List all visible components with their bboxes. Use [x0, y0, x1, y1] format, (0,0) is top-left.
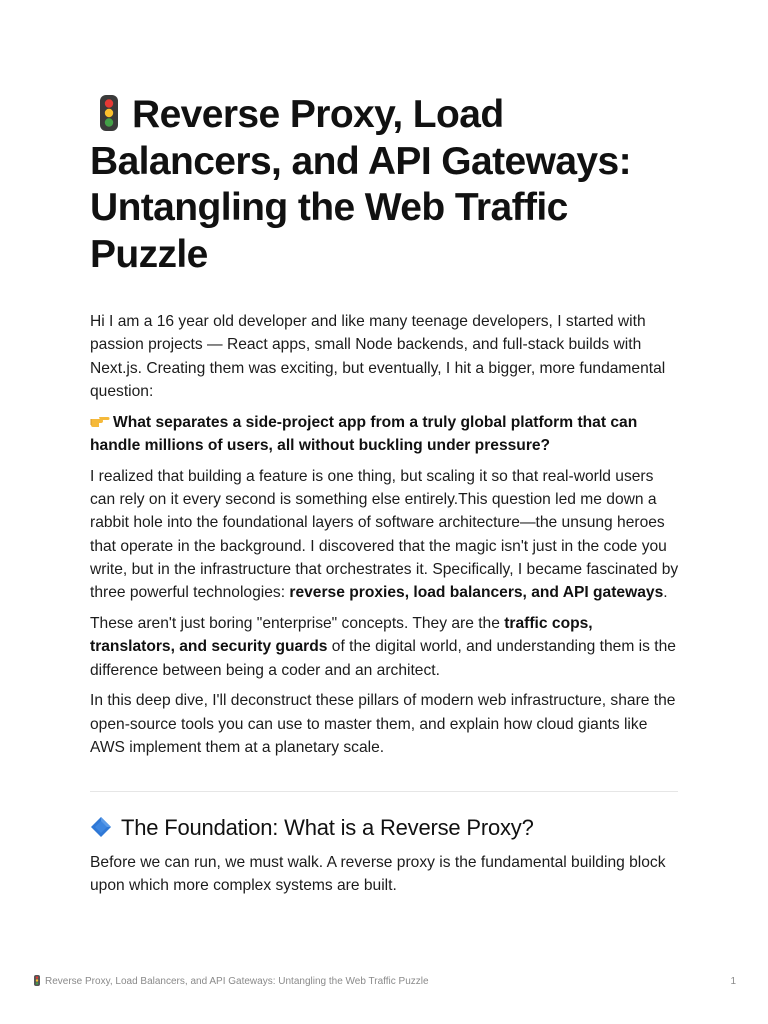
section-paragraph: Before we can run, we must walk. A reverse proxy is the fundamental building block upon which more complex systems are built.: [90, 854, 666, 895]
paragraph-4: In this deep dive, I'll deconstruct these pillars of modern web infrastructure, share the open-source tools you can use to master them, and explain how cloud giants like AWS implement them at a planetary scale.: [90, 692, 676, 757]
paragraph-2-bold: reverse proxies, load balancers, and API gateways: [289, 584, 664, 602]
pointing-hand-emoji-icon: [90, 414, 110, 428]
section-heading-text: The Foundation: What is a Reverse Proxy?: [121, 815, 534, 840]
page-title: [90, 92, 680, 278]
section-heading: [90, 812, 680, 844]
paragraph-3-end: of the digital world, and understanding them is the difference between being a coder and an architect.: [90, 638, 676, 679]
section-divider: [90, 791, 678, 792]
intro-paragraph: Hi I am a 16 year old developer and like many teenage developers, I started with passion projects — React apps, small Node backends, and full-stack builds with Next.js. Creating them was exciting, but eventually, I hit a bigger, more fundamental question:: [90, 313, 666, 400]
paragraph-3-text: These aren't just boring "enterprise" concepts. They are the: [90, 615, 505, 633]
page-number: 1: [730, 976, 736, 987]
paragraph-2: [90, 465, 680, 605]
traffic-light-footer-icon: [34, 975, 40, 986]
traffic-light-emoji-icon: [98, 94, 120, 132]
key-question-text: What separates a side-project app from a truly global platform that can handle millions of users, all without buckling under pressure?: [90, 413, 638, 454]
page-footer: [34, 974, 740, 990]
footer-title: Reverse Proxy, Load Balancers, and API Gateways: Untangling the Web Traffic Puzzle: [45, 976, 429, 987]
paragraph-3-bold: traffic cops, translators, and security guards: [90, 615, 593, 656]
blue-diamond-emoji-icon: [90, 816, 112, 838]
paragraph-2-end: .: [663, 584, 668, 602]
article-body: [90, 310, 680, 767]
key-question: [90, 411, 680, 458]
paragraph-3: [90, 612, 680, 682]
paragraph-2-text: I realized that building a feature is one thing, but scaling it so that real-world users can rely on it every second is something else entirely.This question led me down a rabbit hole into the foundational layers of software architecture—the unsung heroes that operate in the background. I discovered that the magic isn't just in the code you write, but in the infrastructure that orchestrates it. Specifically, I became fascinated by three powerful technologies:: [90, 467, 679, 602]
page-title-text: Reverse Proxy, Load Balancers, and API Gateways: Untangling the Web Traffic Puzzle: [90, 93, 631, 276]
